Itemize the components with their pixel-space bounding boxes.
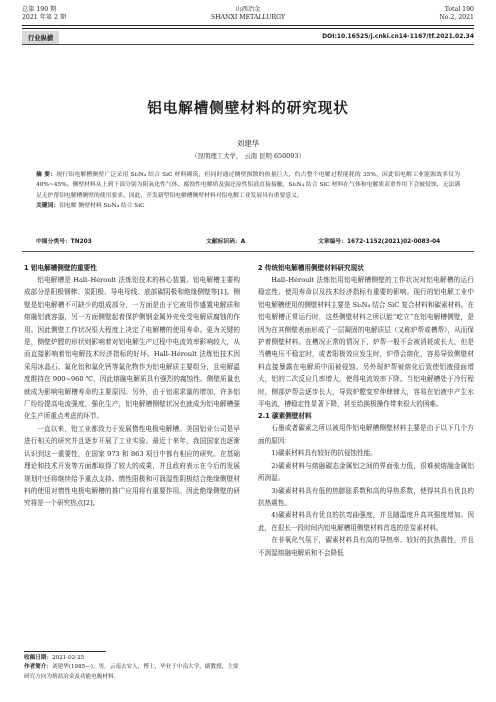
volume-cn: 总第 190 期 [22, 6, 57, 13]
article-no-value: 1672-1152(2021)02-0083-04 [347, 239, 441, 245]
list-item: 1)碳素材料具有较好的抗侵蚀性能。 [271, 449, 377, 458]
column-tag: 行业纵横 [22, 31, 59, 44]
section-1-paragraph-1: 铝电解槽是 Hall–Héroult 法炼铝技术的核心装置。铝电解槽主要构成部分是阳极钢棒、炭阳极、导电母线、底部碳阴极和绝缘侧壁等[1]。侧壁是铝电解槽不可缺少的组成部分，一方面是由于它被用作盛置电解质和熔融铝液容器，另一方面侧壁起着保护侧钢金属外壳免受电解质腐蚀的作用。因此侧壁工作状况很大程度上决定了电解槽的使用寿命。更为关键的是，侧壁炉膛的形状则影响着对铝电解生产过程中电流效率影响较大，从而直接影响着铝电解技术经济指标的好坏。Hall–Héroult 法炼铝技术因采用冰晶石、氟化铝和氟化钙等氟化物作为铝电解质主要组分，且电解温度维持在 900~960 ℃，因此熔融电解质具有强烈的腐蚀性。侧壁质量也就成为影响电解槽寿命的主要原因。另外，由于铝需求量的增加，许多铝厂纷纷提高电流强度，强化生产，铝电解槽侧壁状况也就成为铝电解槽强化生产所重点考虑的环节。 [24, 276, 240, 421]
bio-label: 作者简介： [24, 664, 52, 671]
clc-number [36, 236, 92, 245]
section-2-1-intro: 石墨或者碳素之所以被用作铝电解槽侧壁材料主要是由于以下几个方面的原因： [258, 424, 474, 445]
list-item: 3)碳素材料具有低的热膨胀系数和高的导热系数，使得其具有优良的抗热震性。 [258, 486, 474, 507]
abstract-block [36, 170, 460, 212]
header-rule-thin [22, 28, 474, 29]
clc-value: TN203 [70, 239, 92, 245]
abstract-text: 现行铝电解槽侧壁广泛采用 Si₃N₄ 结合 SiC 材料砌筑，但同时通过侧壁损散的热量巨大，约占整个电解过程能耗的 35%，因此铝电解工业能源效率仅为 40%~45%。侧壁材料从上到下部分别为阳氧化性气体、腐蚀性电解质及强还原性铝液直接接触，Si₃N₄ 结合 SiC 材料在气体和电解质双重作用下会被侵蚀，无法满足无炉帮铝电解槽侧壁的使用要求。因此，开发新型铝电解槽侧壁材料对铝电解工业发展具有重要意义。 [36, 172, 460, 199]
journal-name-cn: 山西冶金 [235, 6, 261, 13]
doi: DOI:10.16525/j.cnki.cn14-1167/tf.2021.02.34 [322, 33, 474, 40]
received-date [24, 654, 240, 663]
article-number [318, 236, 440, 245]
abstract-rule [22, 251, 474, 252]
section-1-paragraph-2: 一直以来，铝工业都致力于发展惰性电极电解槽。美国铝业公司是早进行相关的研究并且逐步开展了工业实验。最近十来年，我国国家也逐渐认识到这一重要性，在国家 973 和 863 项目中都有相应的研究。在基础理论和技术开发等方面都取得了较大的成果，并且政府表示在今后的发展规划中还将继续给予重点支持。惰性阳极和可润湿性阴极结合绝缘侧壁材料的使用对惰性电极电解槽的推广应用将有重要作用。因此绝缘侧壁的研究将是一个研究热点[2]。 [24, 424, 240, 508]
section-2-1-heading: 2.1 碳素侧壁材料 [258, 412, 312, 421]
header-center [22, 6, 474, 22]
section-1-heading: 1 铝电解槽侧壁的重要性 [24, 264, 97, 272]
journal-name-en: SHANXI METALLURGY [210, 14, 286, 21]
article-title: 铝电解槽侧壁材料的研究现状 [147, 101, 349, 117]
abstract-label: 摘 要： [36, 172, 57, 178]
right-column [258, 262, 474, 559]
clc-label: 中图分类号： [36, 239, 71, 245]
footnote-rule [24, 651, 106, 652]
list-item: 2)碳素材料与熔融碳态金属铝之间的界面张力低，很难被熔融金属铝所润湿。 [258, 461, 474, 483]
volume-en: Total 190 [444, 6, 474, 13]
list-item: 4)碳素材料具有优良的抗弯曲强度，并且随温度升高其强度增加。因此，在很长一段时间内铝电解槽用侧壁材料首选的是炭素材料。 [258, 511, 474, 532]
bio-text: 刘建华(1985—)，男，云南去安人，博士，毕业于中南大学，副教授，主要研究方向为熔盐冶金及功能电极材料。 [24, 664, 239, 680]
author-name: 刘建华 [236, 139, 260, 148]
author-bio [24, 663, 240, 682]
header-right [439, 6, 474, 22]
doc-code-label: 文献标识码： [206, 239, 241, 245]
keywords-label: 关键词： [36, 203, 60, 210]
issue-cn: 2021 年第 2 期 [22, 14, 67, 21]
author-affiliation: （昆明理工大学， 云南 昆明 650093） [191, 152, 305, 160]
section-2-paragraph-1: Hall–Héroult 法炼铝用铝电解槽侧壁的工作状况对铝电解槽的运行稳定性、使用寿命以及技术经济指标有重要的影响。现行的铝电解工业中铝电解槽使用的侧壁材料主要是 Si₃N₄ 结合 SiC 复合材料和碳素材料。在铝电解槽正常运行时，这些侧壁材料之所以能“屹立”在铝电解槽侧壁，是因为在其侧壁表面形成了一层凝固的电解质层（又称炉帮或槽帮），从而保护着侧壁材料。在槽况正常的情况下，炉帮一般不会被消耗或长大，但是当槽电压不稳定时，或者阳极效应发生时，炉帮会熔化，容易导致侧壁材料直接暴露在电解质中而被侵蚀。另外现炉帮被熔化后致使铝液侵面增大，铝的二次反应几率增大，使得电流效率下降。当铝电解槽处于冷行程时，侧部炉帮会逐步长大，导致炉膛变窄伸肆肆大，容易在铝液中产生水平电流，槽稳定性显著下降，甚至给换极操作带来很大的困难。 [258, 276, 474, 409]
footnote [24, 654, 240, 682]
section-2-heading: 2 传统铝电解槽用侧壁材料研究现状 [258, 264, 364, 272]
received-label: 收稿日期： [24, 655, 52, 661]
keywords-text: 铝电解 侧壁材料 Si₃N₄ 结合 SiC [59, 203, 145, 210]
article-no-label: 文章编号： [318, 239, 347, 245]
left-column [24, 262, 240, 510]
doi-rule [22, 44, 474, 45]
header-rule-thick [22, 25, 474, 26]
doc-code-value: A [240, 239, 246, 245]
received-value: 2021-02-25 [51, 655, 85, 661]
section-2-1-paragraph: 在非氧化气氛下，碳素材料具有高的导热率、较好的抗热震性，并且不润湿熔融电解质和不会降低 [258, 536, 474, 557]
document-code [206, 236, 245, 245]
issue-en: No.2, 2021 [439, 14, 474, 21]
